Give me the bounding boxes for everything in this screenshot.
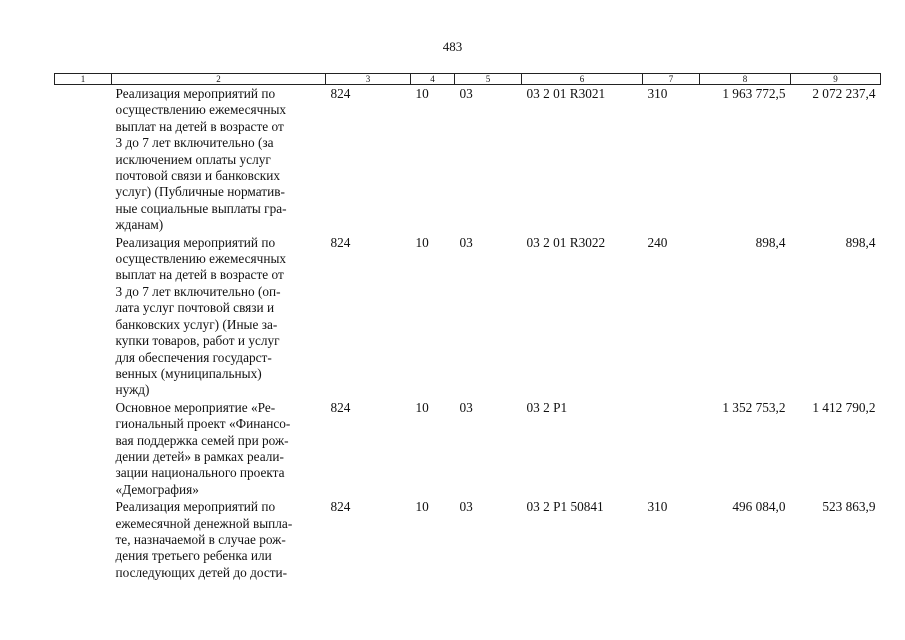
table-row (55, 234, 881, 399)
expense-name-line: жданам) (115, 217, 164, 233)
table-row (55, 85, 881, 234)
expense-name-line: вая поддержка семей при рож- (115, 432, 289, 448)
expense-name-line: выплат на детей в возрасте от (115, 267, 284, 283)
subsection-code-cell: 03 (459, 499, 473, 515)
expense-type-code-cell: 240 (647, 234, 668, 250)
expense-name-line: исключением оплаты услуг (115, 151, 271, 167)
amount-year1-cell: 496 084,0 (732, 499, 786, 515)
amount-year2-cell: 1 412 790,2 (812, 399, 876, 415)
amount-year1-cell: 1 352 753,2 (722, 399, 786, 415)
column-number: 9 (791, 74, 881, 85)
expense-name-line: последующих детей до дости- (115, 564, 288, 580)
grbs-code-cell: 824 (330, 399, 351, 415)
expense-name-line: 3 до 7 лет включительно (за (115, 135, 274, 151)
expense-name-cell (112, 399, 326, 498)
expense-name-line: услуг) (Публичные норматив- (115, 184, 285, 200)
grbs-code-cell: 824 (330, 499, 351, 515)
page-number: 483 (442, 39, 463, 54)
expense-name-line: для обеспечения государст- (115, 349, 272, 365)
column-number: 5 (455, 74, 522, 85)
section-code-cell: 10 (415, 499, 429, 515)
expense-name-cell (112, 85, 326, 234)
budget-table (54, 73, 881, 581)
grbs-code-cell: 824 (330, 234, 351, 250)
expense-name-cell (112, 498, 326, 581)
amount-year2-cell: 2 072 237,4 (812, 86, 876, 101)
subsection-code-cell: 03 (459, 234, 473, 250)
expense-name-line: осуществлению ежемесячных (115, 102, 287, 118)
target-article-code-cell: 03 2 P1 (526, 399, 568, 415)
column-number: 2 (112, 74, 326, 85)
amount-year2-cell: 523 863,9 (822, 499, 876, 515)
column-number: 6 (522, 74, 643, 85)
row-index-cell (55, 85, 112, 234)
expense-type-code-cell (643, 399, 700, 498)
expense-name-line: «Демография» (115, 481, 199, 497)
expense-name-line: купки товаров, работ и услуг (115, 333, 280, 349)
target-article-code-cell: 03 2 01 R3021 (526, 86, 606, 101)
table-row (55, 399, 881, 498)
expense-name-line: нужд) (115, 382, 150, 398)
table-row (55, 498, 881, 581)
expense-name-cell (112, 234, 326, 399)
subsection-code-cell: 03 (459, 399, 473, 415)
section-code-cell: 10 (415, 86, 429, 101)
amount-year1-cell: 1 963 772,5 (722, 86, 786, 101)
expense-name-line: ные социальные выплаты гра- (115, 200, 287, 216)
expense-name-line: ежемесячной денежной выпла- (115, 515, 293, 531)
expense-name-line: осуществлению ежемесячных (115, 251, 287, 267)
expense-name-line: Основное мероприятие «Ре- (115, 399, 276, 415)
expense-name-line: венных (муниципальных) (115, 365, 262, 381)
expense-name-line: Реализация мероприятий по (115, 86, 276, 101)
grbs-code-cell: 824 (330, 86, 351, 101)
expense-name-line: дении детей» в рамках реали- (115, 448, 284, 464)
row-index-cell (55, 234, 112, 399)
row-index-cell (55, 498, 112, 581)
expense-name-line: гиональный проект «Финансо- (115, 416, 291, 432)
expense-name-line: Реализация мероприятий по (115, 499, 276, 515)
row-index-cell (55, 399, 112, 498)
column-number: 1 (55, 74, 112, 85)
column-number: 4 (411, 74, 455, 85)
column-number-header (55, 74, 881, 85)
expense-name-line: те, назначаемой в случае рож- (115, 531, 286, 547)
amount-year2-cell: 898,4 (845, 234, 876, 250)
expense-name-line: почтовой связи и банковских (115, 168, 280, 184)
amount-year1-cell: 898,4 (755, 234, 786, 250)
expense-name-line: 3 до 7 лет включительно (оп- (115, 283, 281, 299)
subsection-code-cell: 03 (459, 86, 473, 101)
expense-name-line: Реализация мероприятий по (115, 234, 276, 250)
expense-type-code-cell: 310 (647, 86, 668, 101)
expense-name-line: зации национального проекта (115, 465, 285, 481)
expense-name-line: банковских услуг) (Иные за- (115, 316, 278, 332)
section-code-cell: 10 (415, 234, 429, 250)
section-code-cell: 10 (415, 399, 429, 415)
target-article-code-cell: 03 2 01 R3022 (526, 234, 606, 250)
column-number: 3 (326, 74, 411, 85)
column-number: 8 (700, 74, 791, 85)
expense-type-code-cell: 310 (647, 499, 668, 515)
expense-name-line: лата услуг почтовой связи и (115, 300, 275, 316)
target-article-code-cell: 03 2 P1 50841 (526, 499, 604, 515)
column-number: 7 (643, 74, 700, 85)
expense-name-line: дения третьего ребенка или (115, 548, 272, 564)
expense-name-line: выплат на детей в возрасте от (115, 118, 284, 134)
